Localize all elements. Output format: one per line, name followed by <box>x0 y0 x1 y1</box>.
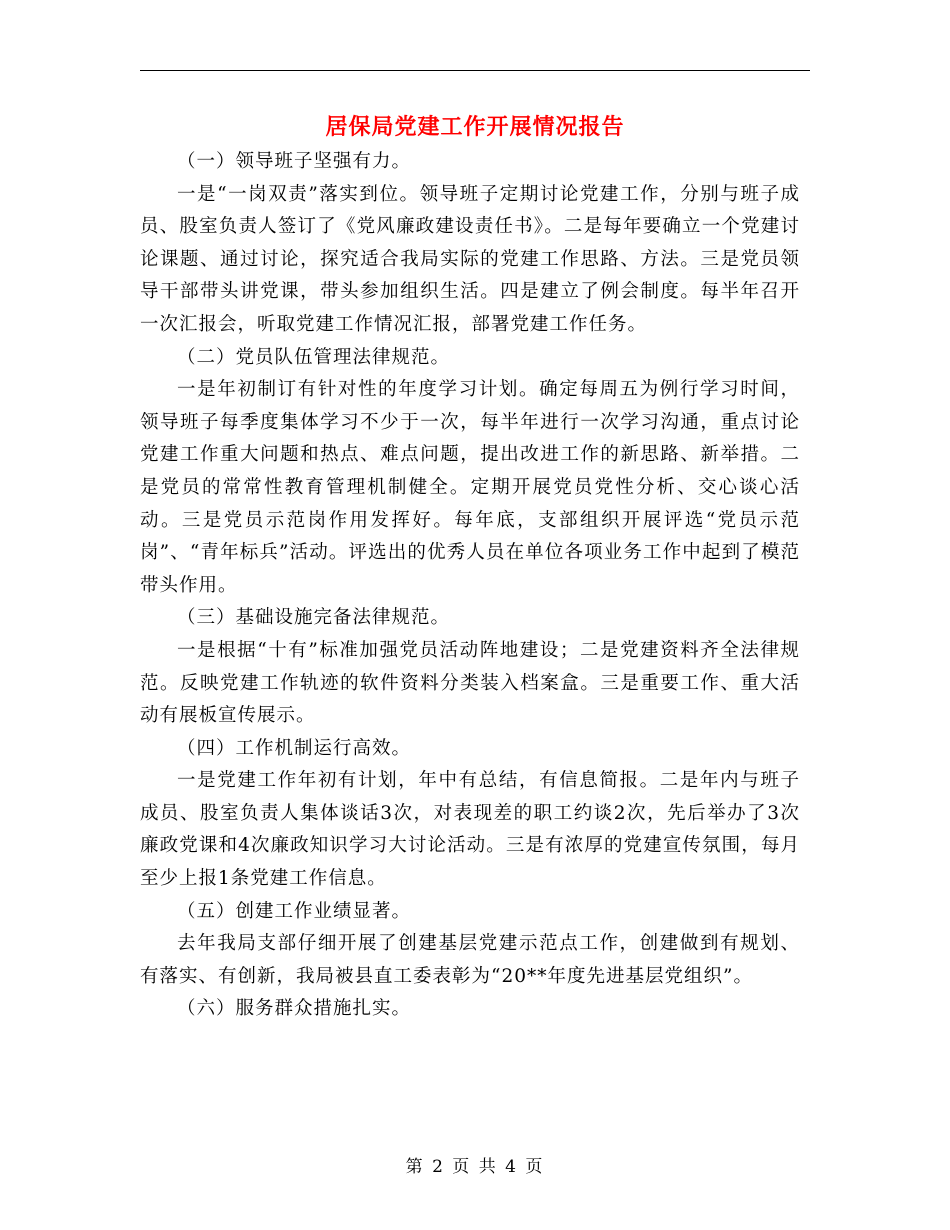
section-heading-3: （三）基础设施完备法律规范。 <box>177 607 451 629</box>
document-body <box>140 146 800 1026</box>
page-number: 第 2 页 共 4 页 <box>405 1157 545 1177</box>
section-heading-4: （四）工作机制运行高效。 <box>177 737 412 759</box>
body-paragraph-2: 一是年初制订有针对性的年度学习计划。确定每周五为例行学习时间，领导班子每季度集体学习不少于一次，每半年进行一次学习沟通，重点讨论党建工作重大问题和热点、难点问题，提出改进工作的新思路、新举措。二是党员的常常性教育管理机制健全。定期开展党员党性分析、交心谈心活动。三是党员示范岗作用发挥好。每年底，支部组织开展评选“党员示范岗”、“青年标兵”活动。评选出的优秀人员在单位各项业务工作中起到了模范带头作用。 <box>140 379 800 596</box>
section-heading-2: （二）党员队伍管理法律规范。 <box>177 346 451 368</box>
section-heading-1: （一）领导班子坚强有力。 <box>177 151 412 172</box>
body-paragraph-3: 一是根据“十有”标准加强党员活动阵地建设；二是党建资料齐全法律规范。反映党建工作轨迹的软件资料分类装入档案盒。三是重要工作、重大活动有展板宣传展示。 <box>140 639 800 727</box>
body-paragraph-4: 一是党建工作年初有计划，年中有总结，有信息简报。二是年内与班子成员、股室负责人集体谈话3次，对表现差的职工约谈2次，先后举办了3次廉政党课和4次廉政知识学习大讨论活动。三是有浓厚的党建宣传氛围，每月至少上报1条党建工作信息。 <box>140 770 800 890</box>
body-paragraph-5: 去年我局支部仔细开展了创建基层党建示范点工作，创建做到有规划、有落实、有创新，我局被县直工委表彰为“20**年度先进基层党组织”。 <box>140 933 800 987</box>
body-paragraph-1: 一是“一岗双责”落实到位。领导班子定期讨论党建工作，分别与班子成员、股室负责人签订了《党风廉政建设责任书》。二是每年要确立一个党建讨论课题、通过讨论，探究适合我局实际的党建工作思路、方法。三是党员领导干部带头讲党课，带头参加组织生活。四是建立了例会制度。每半年召开一次汇报会，听取党建工作情况汇报，部署党建工作任务。 <box>140 183 800 335</box>
header-rule <box>140 70 810 71</box>
section-heading-6: （六）服务群众措施扎实。 <box>177 998 412 1020</box>
section-heading-5: （五）创建工作业绩显著。 <box>177 900 412 922</box>
document-title: 居保局党建工作开展情况报告 <box>325 114 625 140</box>
